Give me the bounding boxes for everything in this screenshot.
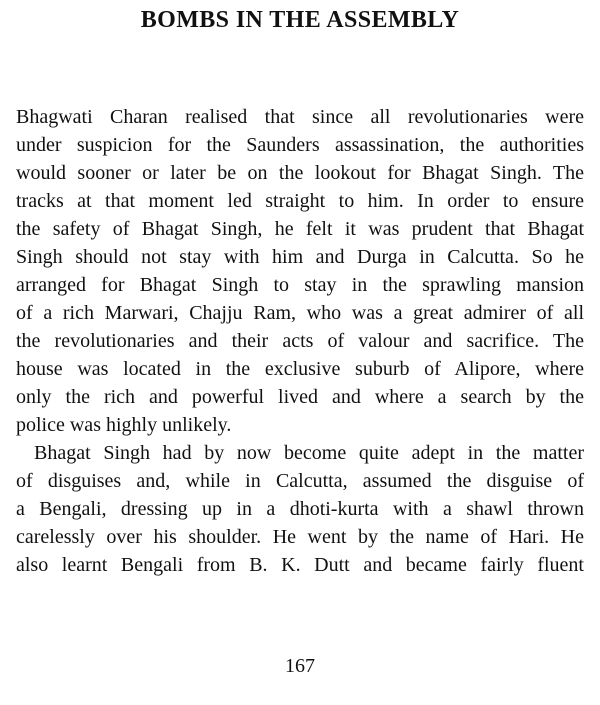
text-line: arranged for Bhagat Singh to stay in the sprawling mansion xyxy=(16,274,584,296)
page-number: 167 xyxy=(285,655,315,677)
text-line: of a rich Marwari, Chajju Ram, who was a great admirer of all xyxy=(16,302,584,324)
text-line: Bhagwati Charan realised that since all revolutionaries were xyxy=(16,106,584,128)
text-line: would sooner or later be on the lookout for Bhagat Singh. The xyxy=(16,162,584,184)
text-line: police was highly unlikely. xyxy=(16,414,232,436)
text-line: also learnt Bengali from B. K. Dutt and became fairly fluent xyxy=(16,554,584,576)
text-line: only the rich and powerful lived and where a search by the xyxy=(16,386,584,408)
text-line: of disguises and, while in Calcutta, assumed the disguise of xyxy=(16,470,584,492)
text-line: under suspicion for the Saunders assassination, the authorities xyxy=(16,134,584,156)
text-line: the revolutionaries and their acts of valour and sacrifice. The xyxy=(16,330,584,352)
text-line: Singh should not stay with him and Durga in Calcutta. So he xyxy=(16,246,584,268)
paragraph-1 xyxy=(16,103,584,439)
text-line: Bhagat Singh had by now become quite adept in the matter xyxy=(34,442,584,464)
text-line: the safety of Bhagat Singh, he felt it was prudent that Bhagat xyxy=(16,218,584,240)
text-line: house was located in the exclusive suburb of Alipore, where xyxy=(16,358,584,380)
text-line: carelessly over his shoulder. He went by the name of Hari. He xyxy=(16,526,584,548)
text-line: a Bengali, dressing up in a dhoti-kurta with a shawl thrown xyxy=(16,498,584,520)
text-line: tracks at that moment led straight to him. In order to ensure xyxy=(16,190,584,212)
paragraph-2 xyxy=(16,439,584,579)
body-text xyxy=(16,103,584,579)
chapter-title: BOMBS IN THE ASSEMBLY xyxy=(140,7,460,33)
